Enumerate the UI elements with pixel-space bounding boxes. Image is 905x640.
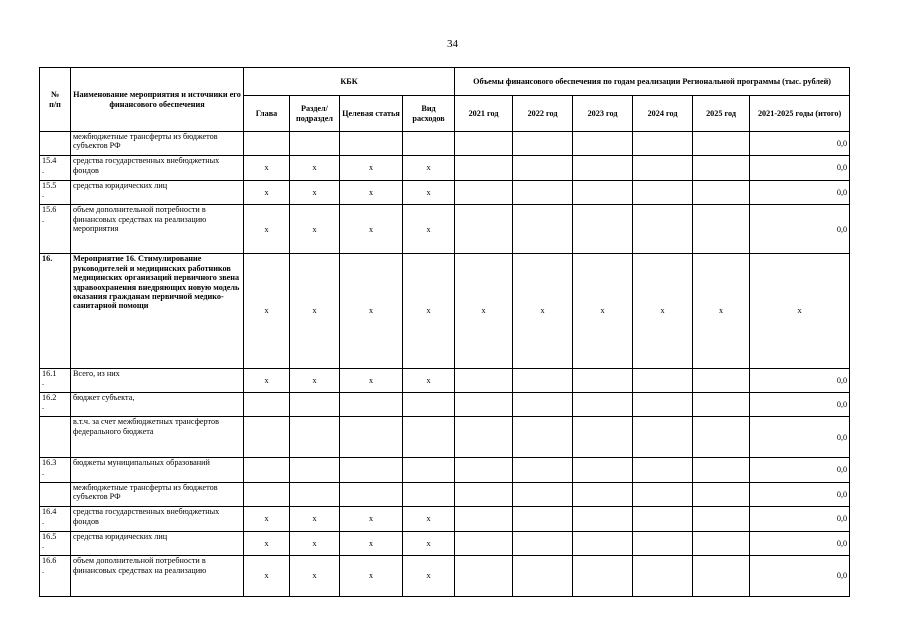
cell-celevaya bbox=[340, 482, 403, 506]
cell-celevaya: x bbox=[340, 156, 403, 180]
row-number bbox=[40, 482, 71, 506]
cell-total: 0,0 bbox=[750, 205, 850, 254]
cell-total: 0,0 bbox=[750, 458, 850, 482]
cell-razdel bbox=[290, 458, 340, 482]
cell-y2024 bbox=[633, 417, 693, 458]
cell-y2021 bbox=[455, 368, 513, 392]
row-name: в.т.ч. за счет межбюджетных трансфертов федерального бюджета bbox=[71, 417, 244, 458]
cell-vid: x bbox=[403, 180, 455, 204]
table-body bbox=[40, 132, 850, 597]
header-vid: Вид расходов bbox=[403, 96, 455, 132]
table-row bbox=[40, 417, 850, 458]
cell-celevaya: x bbox=[340, 531, 403, 555]
cell-y2025 bbox=[693, 482, 750, 506]
cell-y2023 bbox=[573, 417, 633, 458]
row-number bbox=[40, 132, 71, 156]
cell-y2024 bbox=[633, 482, 693, 506]
row-name: межбюджетные трансферты из бюджетов субъектов РФ bbox=[71, 482, 244, 506]
row-number: 16.6 . bbox=[40, 556, 71, 597]
cell-y2023 bbox=[573, 393, 633, 417]
cell-celevaya: x bbox=[340, 507, 403, 531]
row-name: Мероприятие 16. Стимулирование руководителей и медицинских работников медицинских организаций первичного звена здравоохранения внедряющих новую модель оказания гражданам первичной медико-санитарной помощи bbox=[71, 254, 244, 368]
header-2021: 2021 год bbox=[455, 96, 513, 132]
row-number: 15.4 . bbox=[40, 156, 71, 180]
cell-y2024 bbox=[633, 556, 693, 597]
cell-total: 0,0 bbox=[750, 482, 850, 506]
table-row bbox=[40, 482, 850, 506]
cell-y2021 bbox=[455, 531, 513, 555]
table-row bbox=[40, 205, 850, 254]
cell-y2021 bbox=[455, 393, 513, 417]
cell-y2025 bbox=[693, 205, 750, 254]
cell-y2025 bbox=[693, 180, 750, 204]
header-num: № п/п bbox=[40, 68, 71, 132]
cell-total: 0,0 bbox=[750, 393, 850, 417]
header-volumes: Объемы финансового обеспечения по годам реализации Региональной программы (тыс. рублей) bbox=[455, 68, 850, 96]
cell-vid: x bbox=[403, 156, 455, 180]
row-number: 16.5 . bbox=[40, 531, 71, 555]
table-row bbox=[40, 180, 850, 204]
cell-vid: x bbox=[403, 254, 455, 368]
header-kbk: КБК bbox=[244, 68, 455, 96]
header-2022: 2022 год bbox=[513, 96, 573, 132]
page-number: 34 bbox=[447, 38, 458, 50]
cell-y2022 bbox=[513, 393, 573, 417]
cell-y2024 bbox=[633, 531, 693, 555]
row-name: средства юридических лиц bbox=[71, 180, 244, 204]
cell-celevaya bbox=[340, 393, 403, 417]
cell-vid: x bbox=[403, 205, 455, 254]
cell-glava: x bbox=[244, 368, 290, 392]
cell-razdel bbox=[290, 393, 340, 417]
table-row bbox=[40, 254, 850, 368]
row-name: средства государственных внебюджетных фондов bbox=[71, 156, 244, 180]
row-name: средства юридических лиц bbox=[71, 531, 244, 555]
row-number bbox=[40, 417, 71, 458]
cell-vid: x bbox=[403, 556, 455, 597]
cell-celevaya bbox=[340, 417, 403, 458]
cell-vid bbox=[403, 393, 455, 417]
cell-celevaya bbox=[340, 458, 403, 482]
cell-y2025 bbox=[693, 132, 750, 156]
table-row bbox=[40, 132, 850, 156]
cell-y2022 bbox=[513, 205, 573, 254]
cell-y2021 bbox=[455, 507, 513, 531]
cell-razdel: x bbox=[290, 368, 340, 392]
cell-vid: x bbox=[403, 507, 455, 531]
cell-vid bbox=[403, 482, 455, 506]
cell-razdel: x bbox=[290, 507, 340, 531]
cell-razdel: x bbox=[290, 531, 340, 555]
cell-total: 0,0 bbox=[750, 556, 850, 597]
cell-y2022 bbox=[513, 531, 573, 555]
cell-total: 0,0 bbox=[750, 531, 850, 555]
cell-razdel: x bbox=[290, 156, 340, 180]
cell-glava bbox=[244, 482, 290, 506]
cell-y2024 bbox=[633, 507, 693, 531]
cell-y2024 bbox=[633, 156, 693, 180]
cell-y2024 bbox=[633, 132, 693, 156]
cell-y2023 bbox=[573, 458, 633, 482]
cell-y2024 bbox=[633, 368, 693, 392]
cell-glava: x bbox=[244, 180, 290, 204]
row-number: 16.2 . bbox=[40, 393, 71, 417]
cell-y2022 bbox=[513, 132, 573, 156]
cell-razdel: x bbox=[290, 254, 340, 368]
cell-celevaya: x bbox=[340, 368, 403, 392]
row-name: объем дополнительной потребности в финансовых средствах на реализацию bbox=[71, 556, 244, 597]
cell-glava bbox=[244, 393, 290, 417]
cell-y2025 bbox=[693, 507, 750, 531]
cell-vid bbox=[403, 132, 455, 156]
cell-y2024 bbox=[633, 393, 693, 417]
table-row bbox=[40, 156, 850, 180]
cell-y2022 bbox=[513, 156, 573, 180]
cell-glava bbox=[244, 458, 290, 482]
cell-glava: x bbox=[244, 507, 290, 531]
cell-total: 0,0 bbox=[750, 507, 850, 531]
cell-razdel: x bbox=[290, 205, 340, 254]
cell-y2023 bbox=[573, 507, 633, 531]
cell-y2022 bbox=[513, 556, 573, 597]
cell-y2023 bbox=[573, 368, 633, 392]
cell-y2021 bbox=[455, 556, 513, 597]
table-row bbox=[40, 368, 850, 392]
cell-y2022 bbox=[513, 458, 573, 482]
header-celevaya: Целевая статья bbox=[340, 96, 403, 132]
cell-total: 0,0 bbox=[750, 156, 850, 180]
cell-razdel: x bbox=[290, 180, 340, 204]
header-2024: 2024 год bbox=[633, 96, 693, 132]
cell-y2023 bbox=[573, 205, 633, 254]
cell-razdel: x bbox=[290, 556, 340, 597]
cell-y2021 bbox=[455, 458, 513, 482]
cell-y2024: x bbox=[633, 254, 693, 368]
cell-y2021 bbox=[455, 132, 513, 156]
cell-y2024 bbox=[633, 458, 693, 482]
cell-y2021 bbox=[455, 482, 513, 506]
cell-vid bbox=[403, 417, 455, 458]
row-number: 15.5 . bbox=[40, 180, 71, 204]
cell-glava bbox=[244, 132, 290, 156]
cell-y2022 bbox=[513, 417, 573, 458]
row-name: межбюджетные трансферты из бюджетов субъектов РФ bbox=[71, 132, 244, 156]
cell-y2025 bbox=[693, 458, 750, 482]
cell-celevaya bbox=[340, 132, 403, 156]
cell-y2021: x bbox=[455, 254, 513, 368]
cell-y2021 bbox=[455, 205, 513, 254]
cell-glava: x bbox=[244, 205, 290, 254]
cell-vid bbox=[403, 458, 455, 482]
cell-y2022 bbox=[513, 180, 573, 204]
row-name: Всего, из них bbox=[71, 368, 244, 392]
row-number: 16.3 . bbox=[40, 458, 71, 482]
header-glava: Глава bbox=[244, 96, 290, 132]
cell-glava: x bbox=[244, 156, 290, 180]
cell-vid: x bbox=[403, 531, 455, 555]
cell-y2025: x bbox=[693, 254, 750, 368]
cell-razdel bbox=[290, 132, 340, 156]
cell-vid: x bbox=[403, 368, 455, 392]
cell-glava: x bbox=[244, 556, 290, 597]
header-name: Наименование мероприятия и источники его финансового обеспечения bbox=[71, 68, 244, 132]
cell-y2022: x bbox=[513, 254, 573, 368]
cell-glava: x bbox=[244, 531, 290, 555]
cell-y2025 bbox=[693, 156, 750, 180]
cell-y2023 bbox=[573, 132, 633, 156]
table-row bbox=[40, 458, 850, 482]
cell-glava: x bbox=[244, 254, 290, 368]
cell-y2023 bbox=[573, 482, 633, 506]
cell-celevaya: x bbox=[340, 180, 403, 204]
cell-total: x bbox=[750, 254, 850, 368]
header-2023: 2023 год bbox=[573, 96, 633, 132]
cell-celevaya: x bbox=[340, 556, 403, 597]
row-name: бюджет субъекта, bbox=[71, 393, 244, 417]
table-row bbox=[40, 393, 850, 417]
cell-y2025 bbox=[693, 531, 750, 555]
cell-y2023 bbox=[573, 180, 633, 204]
cell-y2024 bbox=[633, 205, 693, 254]
cell-y2025 bbox=[693, 393, 750, 417]
cell-razdel bbox=[290, 417, 340, 458]
row-number: 15.6 . bbox=[40, 205, 71, 254]
table-row bbox=[40, 531, 850, 555]
cell-total: 0,0 bbox=[750, 132, 850, 156]
row-number: 16.1 . bbox=[40, 368, 71, 392]
cell-y2021 bbox=[455, 417, 513, 458]
cell-y2023 bbox=[573, 531, 633, 555]
row-name: бюджеты муниципальных образований bbox=[71, 458, 244, 482]
cell-celevaya: x bbox=[340, 254, 403, 368]
cell-y2023: x bbox=[573, 254, 633, 368]
header-total: 2021-2025 годы (итого) bbox=[750, 96, 850, 132]
cell-celevaya: x bbox=[340, 205, 403, 254]
cell-y2025 bbox=[693, 368, 750, 392]
cell-y2023 bbox=[573, 156, 633, 180]
cell-glava bbox=[244, 417, 290, 458]
cell-y2023 bbox=[573, 556, 633, 597]
cell-total: 0,0 bbox=[750, 368, 850, 392]
cell-total: 0,0 bbox=[750, 180, 850, 204]
cell-y2025 bbox=[693, 417, 750, 458]
cell-y2021 bbox=[455, 156, 513, 180]
cell-y2025 bbox=[693, 556, 750, 597]
cell-total: 0,0 bbox=[750, 417, 850, 458]
cell-y2022 bbox=[513, 368, 573, 392]
budget-table bbox=[39, 67, 850, 597]
header-razdel: Раздел/ подраздел bbox=[290, 96, 340, 132]
row-number: 16.4 . bbox=[40, 507, 71, 531]
cell-razdel bbox=[290, 482, 340, 506]
cell-y2024 bbox=[633, 180, 693, 204]
row-number: 16. bbox=[40, 254, 71, 368]
table-row bbox=[40, 507, 850, 531]
cell-y2022 bbox=[513, 507, 573, 531]
row-name: объем дополнительной потребности в финансовых средствах на реализацию мероприятия bbox=[71, 205, 244, 254]
row-name: средства государственных внебюджетных фондов bbox=[71, 507, 244, 531]
table-row bbox=[40, 556, 850, 597]
cell-y2022 bbox=[513, 482, 573, 506]
cell-y2021 bbox=[455, 180, 513, 204]
header-2025: 2025 год bbox=[693, 96, 750, 132]
